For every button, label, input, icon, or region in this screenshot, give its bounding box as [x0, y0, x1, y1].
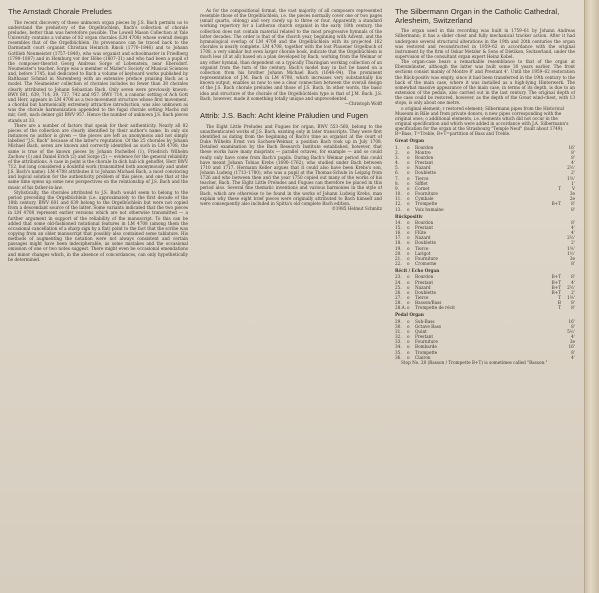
stop-cell: 13. [395, 206, 402, 212]
stop-cell: 21. [395, 255, 402, 261]
stop-cell: 28.A. [395, 305, 407, 311]
stop-cell: 3e [569, 339, 575, 345]
stop-cell: Cymbale [415, 196, 434, 202]
stop-cell: 2⅔' [567, 284, 575, 290]
stop-cell: 31. [395, 328, 402, 334]
stop-footnote: Stop No. 28 (Basson / Trompette B+T) is sometimes called "Basson." [401, 359, 548, 365]
stop-cell: Sifflet [415, 180, 428, 186]
stop-cell: o [407, 349, 410, 355]
stop-cell: 8' [571, 323, 575, 329]
stop-cell: 1⅓' [567, 250, 575, 256]
stop-cell: T [558, 295, 561, 300]
stop-cell: 1. [395, 144, 399, 150]
signature-wolff: —Christoph Wolff [344, 100, 382, 106]
orgelbuchlein-body [200, 8, 382, 101]
stop-cell: 2' [571, 289, 575, 295]
stop-cell: 15. [395, 224, 402, 230]
stop-cell: 30. [395, 323, 402, 329]
paragraph: There are a number of factors that speak for their authenticity. Nearly all 82 pieces of the collection are clearly identified by their author's name. In only six instances no author is given — the pieces are left as anonymous and not simply labelled "J.S. Bach" because of the latter's reputation. Of the 25 chorales by Johann Michael Bach, seven are known and correctly identified as such in LM 4708; the same is true of the known pieces by Johann Pachelbel (1), Friedrich Wilhelm Zachow (1) and Daniel Erich (2) and Sorge (5) — evidence for the general reliability of the attributions. A case in point is the chorale In dich hab ich gehoffet, Herr BWV 712, but long considered a doubtful work (transmitted both anonymously and under J.S. Bach's name). LM 4708 attributes it to Johann Michael Bach, a most convincing and logical solution for the authenticity problem of this piece, and one that at the same time opens up some new perspectives on the relationship of J.S. Bach and the music of his father-in-law. [8, 122, 188, 190]
stop-cell: 4' [571, 279, 575, 285]
stop-cell: Bourdon [415, 274, 434, 280]
stop-row [395, 305, 575, 310]
stop-cell: 4. [395, 160, 399, 166]
stop-cell: o [407, 261, 410, 267]
stop-cell: Nazard [415, 284, 431, 290]
signature-schmitz: ©1985 Helmut Schmitz [331, 206, 382, 212]
stop-cell: o [407, 245, 410, 251]
stop-cell: o [407, 289, 410, 295]
stop-cell: Fourniture [415, 255, 438, 261]
stop-cell: 8' [571, 219, 575, 225]
stop-cell: o [407, 235, 410, 241]
column-arnstadt [8, 8, 188, 588]
paragraph: Stylistically, the chorales attributed to J.S. Bach would seem to belong to the period preceding the Orgelbüchlein (i.e. approximately to the first decade of the 18th century. BWV 601 and 639 belong to the Orgelbüchlein but were not copied from a descendant source of the latter. Some variants indicated that the two pieces in LM 4708 represent earlier versions which are not otherwise transmitted — a further argument in support of the reliability of the manuscript. To this can be added that some old-fashioned notational features in LM 4708 (among them the occasional cancellation of a sharp sign by a flat) point to the fact that the scribe was copying from an older manuscript that possibly also contained some tablature. His methods of augmenting the notation were not always consistent and certain passages might have been indecipherable, as some mistakes and the occasional omission of one or two notes suggest. There might even be occasional emendations and minor changes which, in the absence of concordances, can only hypothetically be determined. [8, 189, 188, 262]
stop-cell: o [407, 185, 410, 191]
stop-cell: 4' [571, 224, 575, 230]
stop-cell: 1⅗' [567, 175, 575, 181]
stop-cell: B+T [551, 289, 561, 295]
stop-cell: 34. [395, 344, 402, 350]
stop-cell: B [557, 300, 561, 306]
stop-cell: o [407, 255, 410, 261]
stop-cell: Trompette [415, 349, 438, 355]
column-preludes [200, 8, 382, 588]
stop-cell: B+T [551, 279, 561, 285]
stop-cell: o [407, 295, 410, 300]
stop-cell: o [407, 250, 410, 256]
stop-cell: 36. [395, 354, 402, 360]
stop-cell: o [407, 160, 410, 166]
stop-cell: 14. [395, 219, 402, 225]
stop-cell: Basson/Bass [415, 300, 442, 306]
stop-cell: o [407, 240, 410, 246]
stop-cell: o [407, 175, 410, 181]
stop-cell: 1⅗' [567, 245, 575, 251]
stop-cell: o [407, 279, 410, 285]
stop-cell: o [407, 206, 410, 212]
stop-cell: 27. [395, 295, 402, 300]
stop-cell: 20. [395, 250, 402, 256]
stop-cell: 1⅗' [567, 295, 575, 300]
stop-cell: o [407, 219, 410, 225]
stop-cell: 9. [395, 185, 399, 191]
stop-cell: o [407, 323, 410, 329]
paragraph: As for the compositional format, the vast majority of all composers represented resemble those of the Orgelbüchlein, i.e. the pieces normally cover one or two pages (small quarto, oblong) and very rarely up to three or four. Apparently a standard working repertory for a Lutheran church organist in the early 18th century, the collection does not contain material related to the most progressive hymnals of the latter decades. The order is that of the church year, beginning with Advent, and the hymnological overlap of LM 4708 and the Orgelbüchlein with its projected 162 chorales is nearly complete. LM 4708, together with the lost Plauener Orgelbuch of 1708, a very similar but even larger chorale book, indicate that the Orgelbüchlein is much less (if at all) based on a plan developed by Bach, working from the Weimar or any other hymnal, than dependent on a typically Thuringian working collection of an organist from the turn of the century. Bach's model may in fact be based on a collection from his brother Johann Michael Bach (1648–94). The prominent representation of J.M. Bach in LM 4708, which increases very substantially his known output, enables us now to see a clear connection between the overall design of the J.S. Bach chorale preludes and those of J.S. Bach. In other words, the basic idea and structure of the chorale of the Orgelbüchlein type is that of J.M. Bach. J.S. Bach, however, made it something totally unique and unprecedented. [200, 8, 382, 101]
stop-cell: o [407, 201, 410, 207]
stop-cell: 3. [395, 154, 399, 160]
stop-cell: Tierce [415, 175, 429, 181]
stop-cell: o [407, 154, 410, 160]
stop-cell: 18. [395, 240, 402, 246]
stop-cell [547, 355, 561, 360]
stop-row [395, 261, 575, 266]
stop-cell: 2' [571, 240, 575, 246]
stop-cell: Doublette [415, 289, 436, 295]
stop-cell: Nazard [415, 235, 431, 241]
stop-cell: o [407, 339, 410, 345]
stop-cell: 16' [568, 144, 575, 150]
stop-cell: 2⅔' [567, 165, 575, 171]
stop-cell: 8' [571, 274, 575, 280]
stop-cell: 35. [395, 349, 402, 355]
stop-cell: 19. [395, 245, 402, 251]
stop-cell: 8' [571, 305, 575, 311]
stop-cell: 12. [395, 201, 402, 207]
stop-cell: 2. [395, 149, 399, 155]
stop-cell: Larigot [415, 250, 431, 256]
stop-legend: o original element; r restored element; Silbermann pipes from the Historical Museum in Bâle and from private donors; n new pipes corresponding with the original ones; o additional elements, i.e. elements which did not occur in the original specification and which were added in accordance with J.A. Silbermann's specification for the organ at the Strasbourg "Temple Neuf" (built about 1749). B=Bass, T=Treble, B+T=partition of Bass and Treble. [395, 105, 569, 137]
stop-cell: o [407, 305, 410, 311]
stop-cell: Bourdon [415, 219, 434, 225]
paragraph: The Eight Little Preludes and Fugues for organ, BWV 553–560, belong to the unauthenticated works of J.S. Bach, existing only in later transcripts. They were first identified as dating from the beginning of Bach's time as organist at the court of Duke Wilhelm Ernst von Sachsen-Weimar, a position Bach took up in July 1708. Detailed examination by the Bach Research Institute established, however, that these works have many misprints — parallel octaves, for example — and so could really only have come from Bach's pupils. During Bach's Weimar period this could have meant Johann Tobias Krebs (1690–1762), who studied under Bach between 1710 and 1717. Hermann Keller argues that it could also have been Krebs's son, Johann Ludwig (1713–1780), who was a pupil at the Thomas-Schule in Leipzig from 1726 and who between then and the year 1750 copied out many of the works of his teacher, Bach. The Eight Little Preludes and Fugues can therefore be placed in this period also. Several fine thematic inventions and various harmonies in the style of Bach, which are otherwise to be found in the works of Johann Ludwig Krebs, man explain why these eight brief pieces were originally attributed to Bach himself and were consequently also included in Spitta's old complete Bach edition. [200, 123, 382, 206]
stop-cell: o [407, 144, 410, 150]
stop-cell: Doublette [415, 170, 436, 176]
stop-cell: 4' [571, 160, 575, 166]
stop-cell: 8' [571, 300, 575, 306]
stop-cell: Clairon [415, 354, 431, 360]
stop-cell: o [407, 170, 410, 176]
stop-cell: 4' [571, 334, 575, 340]
stop-cell: Sub-Bass [415, 318, 435, 324]
stop-cell: 11. [395, 196, 402, 202]
stop-cell: Flûte [415, 230, 427, 236]
paragraph: The recent discovery of these unknown organ pieces by J.S. Bach permits us to understand the prehistory of the Orgelbüchlein, Bach's collection of chorale preludes, better than was heretofore possible. The Lowell Mason Collection at Yale University contains a volume of 82 organ chorales (LM 4708) whose overall design resembles that of the Orgelbüchlein. Its provenance can be traced back to the Darmstadt court organist Christian Heinrich Rinck (1770–1846) and to Johann Gottlieb Neumeister (1757–1840), who was organist and schoolmaster in Friedberg (1790–1807) and in Homburg vor der Höhe (1807–31) and who had been a pupil of the composer-theorist Georg Andreas Sorge of Lobenstein, near Ebersdorf. Neumeister's teacher, Sorge was a member of Mizler's Society of Musical Sciences and, before 1745, had dedicated to Bach a volume of keyboard works published by Balthasar Schmid in Nuremberg with an extensive preface praising Bach as a model. The Neumeister collection of chorales includes no fewer than 38 chorales clearly attributed to Johann Sebastian Bach. Only seven were previously known: BWV 601, 639, 714, 39, 737, 742 and 957. BWV 714, a canonic setting of Ach Gott und Herr, appears in LM 4708 as a two-movement structure whose first movement, a chordal but harmonically extremely attractive introduction, was also unknown as was the chorale harmonization appended to the fugal chorale setting Machs mit mir, Gott, nach deiner güt BWV 957. Hence the number of unknown J.S. Bach pieces stands at 33. [8, 19, 188, 123]
stop-cell: o [407, 328, 410, 334]
stop-section-heading: Pedal Organ [395, 312, 424, 318]
stop-cell: 23. [395, 274, 402, 280]
stop-cell: 8' [571, 261, 575, 267]
stop-cell: o [407, 165, 410, 171]
stop-cell: Quint [415, 328, 427, 334]
stop-cell: o [407, 284, 410, 290]
stop-cell: 8' [571, 201, 575, 207]
stop-cell: Doublette [415, 240, 436, 246]
stop-cell: 8' [571, 349, 575, 355]
stop-cell: 16. [395, 230, 402, 236]
stop-cell: 8' [571, 149, 575, 155]
stop-cell: 3e [569, 191, 575, 197]
stop-cell: Prestant [415, 160, 434, 166]
stop-cell: o [407, 300, 410, 306]
preludes-body [200, 124, 382, 207]
stop-cell: 8' [571, 154, 575, 160]
stop-cell: 33. [395, 339, 402, 345]
stop-cell: Octave Bass [415, 323, 442, 329]
stop-cell: T [558, 305, 561, 311]
stop-cell: B+T [551, 201, 561, 207]
stop-cell: 24. [395, 279, 402, 285]
stop-cell: Trompette [415, 201, 438, 207]
stop-cell: o [407, 318, 410, 324]
stop-cell: Bourdon [415, 144, 434, 150]
stop-cell: Bombarde [415, 344, 437, 350]
stop-cell: 28. [395, 300, 402, 306]
stop-cell: Voix humaine [415, 206, 444, 212]
stop-cell: Tierce [415, 245, 429, 251]
silbermann-body [395, 28, 575, 105]
stop-cell: Cornet [415, 185, 430, 191]
stop-cell: o [407, 149, 410, 155]
stop-cell: 5⅓' [567, 328, 575, 334]
stop-cell: 4' [571, 354, 575, 360]
stop-cell: 29. [395, 318, 402, 324]
arnstadt-body [8, 20, 188, 262]
stop-section-heading: Rückpositiv [395, 213, 423, 219]
stop-cell: o [407, 344, 410, 350]
arnstadt-title: The Arnstadt Chorale Preludes [8, 8, 112, 16]
stop-cell: Fourniture [415, 339, 438, 345]
stop-cell: B+T [551, 284, 561, 290]
stop-cell: 3e [569, 255, 575, 261]
stop-cell: Nazard [415, 165, 431, 171]
stop-cell: 7. [395, 175, 399, 181]
stop-cell: 26. [395, 289, 402, 295]
sleeve-spine [584, 0, 599, 593]
stop-cell: Montre [415, 149, 431, 155]
paragraph: The organ used in this recording was built in 1759–61 by Johann Andreas Silbermann; it has a slider chest and fully mechanical tracker action. After it had undergone several structural alterations in the 19th and 20th centuries the organ was restored and reconstructed in 1959–62 in accordance with the original instrument by the firm of Oskar Metzler & Sons of Dietikon, Switzerland, under the supervision of the consultant organ expert Heinz Kobel. [395, 28, 575, 59]
preludes-title: Attrib: J.S. Bach: Acht kleine Präludien und Fugen [200, 110, 369, 120]
stop-cell: V [571, 185, 575, 191]
paragraph: The organ-case bears a remarkable resemblance to that of the organ at Ebersmünster, although the latter was built some 30 years earlier. The front sections consist mainly of Montre 8' and Prestant 4'. Until the 1959–62 restoration the Rück-positiv was empty, since it had been transferred in the 19th century to the back of the main case, where it was installed as a high-lying Hinterwerk. The somewhat massive appearance of the main case, in terms of its depth, is due to an extension of the pedals, also carried out in the last century. The original depth of the case could be restored, however, as the depth of the Great wind-chest, with 13 stops, is only about one metre. [395, 59, 575, 106]
stop-cell: o [407, 334, 410, 340]
stop-cell [547, 207, 561, 212]
stop-cell: Cromorne [415, 261, 437, 267]
stop-cell: o [407, 196, 410, 202]
stop-cell: 8. [395, 180, 399, 186]
stop-cell: 1' [571, 180, 575, 186]
stop-cell: B+T [551, 274, 561, 280]
stop-cell: o [407, 230, 410, 236]
stop-section-heading: Récit / Echo Organ [395, 268, 440, 274]
stop-cell: 16' [568, 344, 575, 350]
stop-cell: 32. [395, 334, 402, 340]
stop-cell: 10. [395, 191, 402, 197]
stop-row [395, 207, 575, 212]
stop-cell: 17. [395, 235, 402, 241]
stop-cell: o [407, 224, 410, 230]
stop-cell: 2' [571, 170, 575, 176]
stop-cell: o [407, 354, 410, 360]
stop-cell: Tierce [415, 295, 429, 300]
stop-cell: 8' [571, 206, 575, 212]
column-silbermann [395, 8, 575, 588]
stop-cell: T [558, 185, 561, 191]
stop-cell: 2e [569, 196, 575, 202]
stop-cell: 6. [395, 170, 399, 176]
stop-cell: 2⅔' [567, 235, 575, 241]
stop-cell: 22. [395, 261, 402, 267]
stop-cell: 4' [571, 230, 575, 236]
stop-cell: 25. [395, 284, 402, 290]
stop-cell: Prestant [415, 334, 434, 340]
stop-cell: Prestant [415, 279, 434, 285]
stop-cell: 16' [568, 318, 575, 324]
stop-cell: 5. [395, 165, 399, 171]
stop-list [395, 138, 575, 359]
stop-cell: o [407, 180, 410, 186]
stop-cell: Fourniture [415, 191, 438, 197]
stop-cell: o [407, 274, 410, 280]
stop-cell [547, 261, 561, 266]
stop-cell: Bourdon [415, 154, 434, 160]
stop-cell: Prestant [415, 224, 434, 230]
stop-cell: Trompette de récit [415, 305, 455, 311]
silbermann-title: The Silbermann Organ in the Catholic Cathedral, Arlesheim, Switzerland [395, 8, 560, 25]
stop-cell: o [407, 191, 410, 197]
stop-section-heading: Great Organ [395, 138, 425, 144]
